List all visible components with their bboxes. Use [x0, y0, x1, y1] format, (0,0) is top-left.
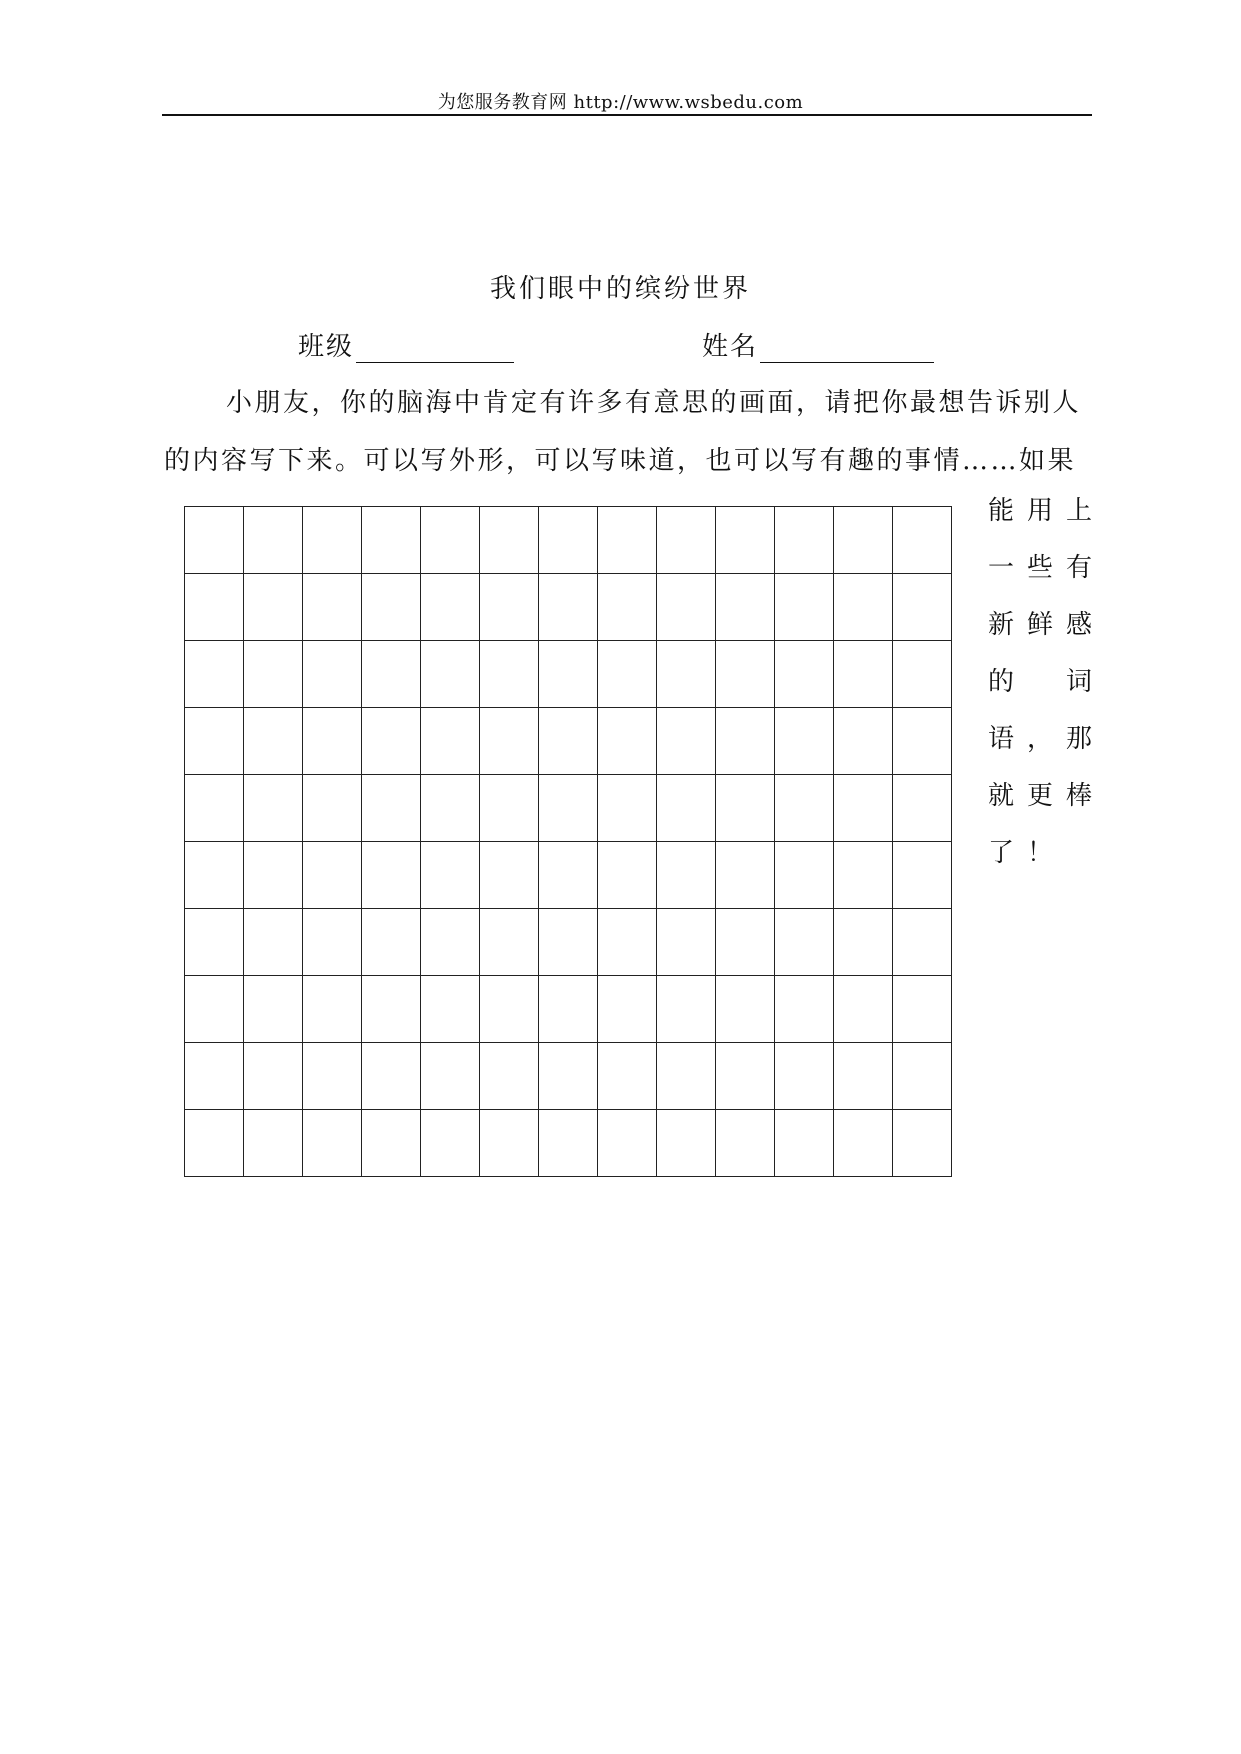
- grid-cell[interactable]: [775, 507, 834, 574]
- page-header: 为您服务教育网 http://www.wsbedu.com: [437, 92, 804, 113]
- header-rule: [162, 114, 1092, 116]
- grid-cell[interactable]: [421, 708, 480, 775]
- grid-cell[interactable]: [539, 976, 598, 1043]
- grid-cell[interactable]: [480, 708, 539, 775]
- grid-cell[interactable]: [480, 842, 539, 909]
- grid-cell[interactable]: [716, 976, 775, 1043]
- worksheet-title: 我们眼中的缤纷世界: [489, 274, 751, 304]
- name-field[interactable]: [702, 326, 934, 363]
- grid-cell[interactable]: [539, 708, 598, 775]
- grid-cell[interactable]: [362, 909, 421, 976]
- grid-cell[interactable]: [893, 708, 952, 775]
- grid-cell[interactable]: [775, 775, 834, 842]
- grid-cell[interactable]: [598, 574, 657, 641]
- side-text-char: [1064, 838, 1094, 895]
- grid-cell[interactable]: [303, 1043, 362, 1110]
- grid-cell[interactable]: [185, 775, 244, 842]
- grid-cell[interactable]: [244, 641, 303, 708]
- grid-cell[interactable]: [421, 641, 480, 708]
- grid-cell[interactable]: [893, 574, 952, 641]
- side-text-char: 些: [1026, 553, 1053, 583]
- grid-cell[interactable]: [834, 1043, 893, 1110]
- grid-cell[interactable]: [834, 976, 893, 1043]
- instruction-line-2: 的内容写下来。可以写外形，可以写味道，也可以写有趣的事情……如果: [164, 446, 1077, 476]
- grid-cell[interactable]: [421, 842, 480, 909]
- grid-cell[interactable]: [185, 641, 244, 708]
- side-text-char: 了: [987, 838, 1014, 868]
- side-text-char: [1025, 667, 1055, 724]
- grid-cell[interactable]: [716, 574, 775, 641]
- grid-row: [185, 1043, 952, 1110]
- grid-cell[interactable]: [362, 1043, 421, 1110]
- grid-cell[interactable]: [657, 574, 716, 641]
- grid-cell[interactable]: [893, 1043, 952, 1110]
- side-text-char: 棒: [1065, 781, 1092, 811]
- grid-cell[interactable]: [598, 507, 657, 574]
- grid-cell[interactable]: [716, 641, 775, 708]
- grid-cell[interactable]: [893, 507, 952, 574]
- grid-cell[interactable]: [598, 708, 657, 775]
- side-text-char: 一: [987, 553, 1014, 583]
- grid-cell[interactable]: [834, 1110, 893, 1177]
- grid-cell[interactable]: [539, 909, 598, 976]
- side-text-char: 语: [987, 724, 1014, 754]
- grid-cell[interactable]: [657, 641, 716, 708]
- side-text-char: 上: [1065, 496, 1092, 526]
- side-text-char: 更: [1026, 781, 1053, 811]
- grid-cell[interactable]: [362, 641, 421, 708]
- grid-cell[interactable]: [834, 507, 893, 574]
- side-text-line: [986, 667, 1094, 724]
- grid-cell[interactable]: [716, 708, 775, 775]
- grid-cell[interactable]: [539, 1043, 598, 1110]
- grid-cell[interactable]: [362, 842, 421, 909]
- grid-cell[interactable]: [421, 909, 480, 976]
- grid-cell[interactable]: [657, 708, 716, 775]
- grid-cell[interactable]: [185, 1043, 244, 1110]
- grid-cell[interactable]: [303, 909, 362, 976]
- grid-cell[interactable]: [657, 507, 716, 574]
- grid-cell[interactable]: [362, 708, 421, 775]
- grid-cell[interactable]: [834, 775, 893, 842]
- side-text-char: 鲜: [1026, 610, 1053, 640]
- grid-cell[interactable]: [539, 507, 598, 574]
- grid-cell[interactable]: [185, 909, 244, 976]
- grid-cell[interactable]: [303, 842, 362, 909]
- grid-row: [185, 775, 952, 842]
- grid-cell[interactable]: [362, 775, 421, 842]
- grid-cell[interactable]: [893, 1110, 952, 1177]
- grid-cell[interactable]: [716, 1110, 775, 1177]
- grid-row: [185, 1110, 952, 1177]
- grid-cell[interactable]: [185, 842, 244, 909]
- grid-cell[interactable]: [775, 976, 834, 1043]
- grid-cell[interactable]: [244, 842, 303, 909]
- grid-cell[interactable]: [775, 1110, 834, 1177]
- grid-cell[interactable]: [834, 842, 893, 909]
- grid-row: [185, 909, 952, 976]
- grid-cell[interactable]: [657, 909, 716, 976]
- grid-cell[interactable]: [421, 1043, 480, 1110]
- grid-cell[interactable]: [185, 976, 244, 1043]
- grid-cell[interactable]: [539, 1110, 598, 1177]
- grid-cell[interactable]: [480, 507, 539, 574]
- side-text-char: 的: [987, 667, 1014, 697]
- grid-cell[interactable]: [716, 909, 775, 976]
- grid-cell[interactable]: [775, 909, 834, 976]
- grid-cell[interactable]: [716, 1043, 775, 1110]
- grid-cell[interactable]: [244, 775, 303, 842]
- grid-cell[interactable]: [362, 976, 421, 1043]
- side-text-char: 感: [1065, 610, 1092, 640]
- class-label: 班级: [298, 332, 355, 362]
- grid-cell[interactable]: [539, 641, 598, 708]
- grid-cell[interactable]: [657, 842, 716, 909]
- grid-cell[interactable]: [598, 775, 657, 842]
- grid-row: [185, 574, 952, 641]
- grid-cell[interactable]: [834, 708, 893, 775]
- grid-cell[interactable]: [716, 775, 775, 842]
- grid-cell[interactable]: [244, 1043, 303, 1110]
- grid-cell[interactable]: [657, 1043, 716, 1110]
- grid-cell[interactable]: [303, 641, 362, 708]
- grid-cell[interactable]: [362, 507, 421, 574]
- grid-cell[interactable]: [598, 909, 657, 976]
- grid-cell[interactable]: [244, 574, 303, 641]
- side-text-char: 有: [1065, 553, 1092, 583]
- grid-cell[interactable]: [834, 574, 893, 641]
- grid-cell[interactable]: [480, 641, 539, 708]
- side-text-line: [986, 553, 1094, 610]
- grid-cell[interactable]: [362, 1110, 421, 1177]
- grid-cell[interactable]: [244, 507, 303, 574]
- grid-cell[interactable]: [303, 775, 362, 842]
- grid-cell[interactable]: [893, 641, 952, 708]
- grid-cell[interactable]: [185, 1110, 244, 1177]
- side-text-line: [986, 610, 1094, 667]
- side-instruction-text: [986, 496, 1094, 895]
- grid-cell[interactable]: [834, 641, 893, 708]
- grid-cell[interactable]: [598, 1043, 657, 1110]
- grid-cell[interactable]: [362, 574, 421, 641]
- grid-cell[interactable]: [539, 574, 598, 641]
- grid-cell[interactable]: [775, 574, 834, 641]
- grid-cell[interactable]: [480, 1043, 539, 1110]
- grid-cell[interactable]: [421, 775, 480, 842]
- side-text-char: 新: [987, 610, 1014, 640]
- grid-cell[interactable]: [303, 574, 362, 641]
- grid-row: [185, 842, 952, 909]
- grid-cell[interactable]: [598, 641, 657, 708]
- grid-cell[interactable]: [657, 1110, 716, 1177]
- class-blank[interactable]: [356, 334, 514, 363]
- writing-grid[interactable]: [184, 506, 952, 1177]
- grid-cell[interactable]: [775, 641, 834, 708]
- grid-cell[interactable]: [893, 909, 952, 976]
- grid-cell[interactable]: [775, 708, 834, 775]
- name-label: 姓名: [702, 332, 759, 362]
- grid-row: [185, 976, 952, 1043]
- grid-cell[interactable]: [303, 708, 362, 775]
- grid-cell[interactable]: [480, 909, 539, 976]
- grid-cell[interactable]: [598, 1110, 657, 1177]
- grid-cell[interactable]: [657, 775, 716, 842]
- grid-cell[interactable]: [657, 976, 716, 1043]
- side-text-line: [986, 838, 1094, 895]
- grid-cell[interactable]: [893, 775, 952, 842]
- grid-cell[interactable]: [185, 708, 244, 775]
- grid-cell[interactable]: [244, 909, 303, 976]
- grid-cell[interactable]: [421, 574, 480, 641]
- grid-cell[interactable]: [716, 842, 775, 909]
- grid-cell[interactable]: [244, 1110, 303, 1177]
- grid-cell[interactable]: [893, 976, 952, 1043]
- grid-cell[interactable]: [185, 574, 244, 641]
- side-text-line: [986, 496, 1094, 553]
- grid-cell[interactable]: [244, 976, 303, 1043]
- grid-cell[interactable]: [303, 507, 362, 574]
- name-blank[interactable]: [760, 334, 934, 363]
- grid-cell[interactable]: [421, 507, 480, 574]
- grid-cell[interactable]: [539, 775, 598, 842]
- grid-cell[interactable]: [480, 574, 539, 641]
- side-text-char: ，: [1026, 724, 1053, 754]
- grid-cell[interactable]: [303, 1110, 362, 1177]
- grid-cell[interactable]: [834, 909, 893, 976]
- grid-cell[interactable]: [716, 507, 775, 574]
- side-text-line: [986, 781, 1094, 838]
- side-text-char: ！: [1026, 838, 1053, 868]
- grid-cell[interactable]: [775, 1043, 834, 1110]
- grid-cell[interactable]: [893, 842, 952, 909]
- side-text-char: 那: [1065, 724, 1092, 754]
- side-text-char: 词: [1065, 667, 1092, 697]
- side-text-char: 能: [987, 496, 1014, 526]
- grid-cell[interactable]: [598, 976, 657, 1043]
- grid-cell[interactable]: [185, 507, 244, 574]
- grid-cell[interactable]: [303, 976, 362, 1043]
- grid-cell[interactable]: [539, 842, 598, 909]
- grid-cell[interactable]: [421, 976, 480, 1043]
- class-field[interactable]: [298, 326, 514, 363]
- grid-cell[interactable]: [421, 1110, 480, 1177]
- grid-row: [185, 708, 952, 775]
- grid-cell[interactable]: [480, 1110, 539, 1177]
- instruction-line-1: 小朋友，你的脑海中肯定有许多有意思的画面，请把你最想告诉别人: [226, 388, 1082, 418]
- grid-row: [185, 507, 952, 574]
- side-text-line: [986, 724, 1094, 781]
- grid-cell[interactable]: [480, 775, 539, 842]
- side-text-char: 就: [987, 781, 1014, 811]
- grid-cell[interactable]: [598, 842, 657, 909]
- grid-row: [185, 641, 952, 708]
- side-text-char: 用: [1026, 496, 1053, 526]
- grid-cell[interactable]: [480, 976, 539, 1043]
- grid-cell[interactable]: [244, 708, 303, 775]
- grid-cell[interactable]: [775, 842, 834, 909]
